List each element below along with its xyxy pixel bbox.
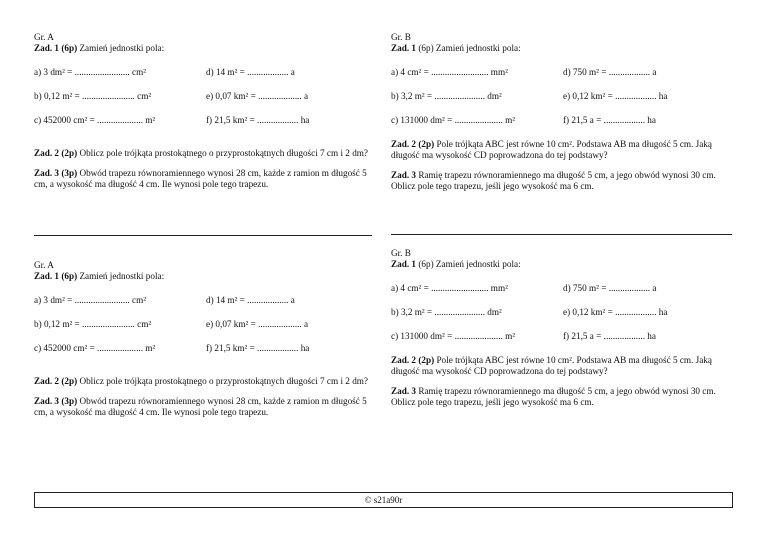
conversion-item: f) 21,5 a = .................. ha: [563, 331, 656, 342]
conversion-item: b) 3,2 m² = ...................... dm²: [391, 307, 502, 318]
conversion-item: e) 0,07 km² = ................... a: [206, 91, 309, 102]
group-a-top: [34, 32, 374, 190]
conversion-item: b) 0,12 m² = ....................... cm²: [34, 91, 152, 102]
group-label: Gr. A: [34, 260, 54, 270]
conversion-item: b) 3,2 m² = ...................... dm²: [391, 91, 502, 102]
group-b-bottom: [391, 248, 731, 408]
conversion-item: e) 0,12 km² = .................. ha: [563, 307, 668, 318]
conversion-item: a) 4 cm² = ......................... mm²: [391, 67, 508, 78]
zad1-header: Zad. 1 (6p) Zamień jednostki pola:: [391, 259, 521, 270]
cut-line: [34, 235, 372, 236]
conversion-item: a) 3 dm² = ........................ cm²: [34, 295, 146, 306]
zad2: Zad. 2 (2p) Oblicz pole trójkąta prostokątnego o przyprostokątnych długości 7 cm i 2 dm?: [34, 148, 369, 159]
conversion-item: c) 452000 cm² = .................... m²: [34, 343, 156, 354]
conversion-item: c) 131000 dm² = ..................... m²: [391, 115, 515, 126]
group-label: Gr. A: [34, 32, 54, 42]
conversion-grid: [391, 67, 731, 126]
conversion-item: c) 131000 dm² = ..................... m²: [391, 331, 515, 342]
cut-line: [391, 234, 732, 235]
zad3: Zad. 3 (3p) Obwód trapezu równoramiennego wynosi 28 cm, każde z ramion m długość 5 cm, a wysokość ma długość 4 cm. Ile wynosi pole tego trapezu.: [34, 168, 367, 190]
group-label: Gr. B: [391, 32, 411, 42]
conversion-item: b) 0,12 m² = ....................... cm²: [34, 319, 152, 330]
conversion-item: e) 0,07 km² = ................... a: [206, 319, 309, 330]
conversion-item: e) 0,12 km² = .................. ha: [563, 91, 668, 102]
zad3: Zad. 3 Ramię trapezu równoramiennego ma długość 5 cm, a jego obwód wynosi 30 cm. Oblicz pole tego trapezu, jeśli jego wysokość ma 6 cm.: [391, 386, 716, 408]
conversion-item: d) 750 m² = .................. a: [563, 283, 657, 294]
group-b-top: [391, 32, 731, 192]
conversion-item: a) 4 cm² = ......................... mm²: [391, 283, 508, 294]
conversion-item: d) 14 m² = .................. a: [206, 295, 295, 306]
conversion-grid: [34, 295, 374, 354]
conversion-item: d) 14 m² = .................. a: [206, 67, 295, 78]
copyright-footer: © s21a90r: [34, 492, 733, 508]
zad2: Zad. 2 (2p) Pole trójkąta ABC jest równe 10 cm². Podstawa AB ma długość 5 cm. Jaką długość ma wysokość CD poprowadzona do tej podstawy?: [391, 139, 712, 161]
zad3: Zad. 3 (3p) Obwód trapezu równoramiennego wynosi 28 cm, każde z ramion m długość 5 cm, a wysokość ma długość 4 cm. Ile wynosi pole tego trapezu.: [34, 396, 367, 418]
group-a-bottom: [34, 260, 374, 418]
zad1-header: Zad. 1 (6p) Zamień jednostki pola:: [34, 43, 165, 54]
zad2: Zad. 2 (2p) Oblicz pole trójkąta prostokątnego o przyprostokątnych długości 7 cm i 2 dm?: [34, 376, 369, 387]
zad1-header: Zad. 1 (6p) Zamień jednostki pola:: [34, 271, 165, 282]
conversion-item: f) 21,5 a = .................. ha: [563, 115, 656, 126]
conversion-item: f) 21,5 km² = .................. ha: [206, 115, 310, 126]
zad1-header: Zad. 1 (6p) Zamień jednostki pola:: [391, 43, 521, 54]
conversion-item: a) 3 dm² = ........................ cm²: [34, 67, 146, 78]
conversion-item: f) 21,5 km² = .................. ha: [206, 343, 310, 354]
conversion-grid: [391, 283, 731, 342]
conversion-item: d) 750 m² = .................. a: [563, 67, 657, 78]
zad2: Zad. 2 (2p) Pole trójkąta ABC jest równe 10 cm². Podstawa AB ma długość 5 cm. Jaką długość ma wysokość CD poprowadzona do tej podstawy?: [391, 355, 712, 377]
conversion-item: c) 452000 cm² = .................... m²: [34, 115, 156, 126]
group-label: Gr. B: [391, 248, 411, 258]
conversion-grid: [34, 67, 374, 126]
zad3: Zad. 3 Ramię trapezu równoramiennego ma długość 5 cm, a jego obwód wynosi 30 cm. Oblicz pole tego trapezu, jeśli jego wysokość ma 6 cm.: [391, 170, 716, 192]
